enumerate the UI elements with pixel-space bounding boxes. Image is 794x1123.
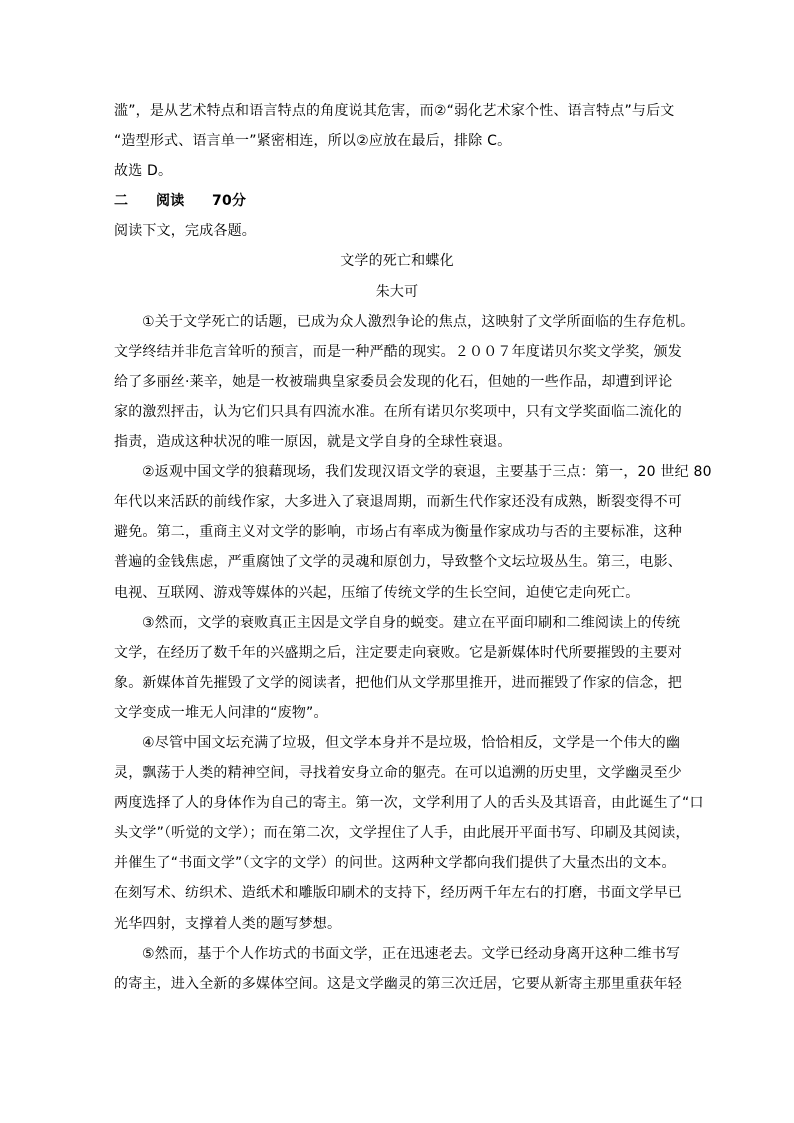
text-line: 滥”，是从艺术特点和语言特点的角度说其危害，而②“弱化艺术家个性、语言特点”与后文 [114, 103, 675, 119]
text-line: 家的激烈抨击，认为它们只具有四流水准。在所有诺贝尔奖项中，只有文学奖面临二流化的 [114, 403, 682, 420]
article-title: 文学的死亡和蝶化 [340, 253, 454, 270]
text-line: 在刻写术、纺织术、造纸术和雕版印刷术的支持下，经历两千年左右的打磨，书面文学早已 [114, 885, 682, 902]
section-name: 阅读 [156, 193, 185, 210]
text-line: “造型形式、语言单一”紧密相连，所以②应放在最后，排除 C。 [114, 133, 512, 150]
text-line: ④尽管中国文坛充满了垃圾，但文学本身并不是垃圾，恰恰相反，文学是一个伟大的幽 [142, 734, 681, 751]
text-line: 的寄主，进入全新的多媒体空间。这是文学幽灵的第三次迁居，它要从新寄主那里重获年轻 [114, 975, 682, 992]
article-paragraph-1 [114, 307, 695, 457]
text-line: ③然而，文学的衰败真正主因是文学自身的蜕变。建立在平面印刷和二维阅读上的传统 [142, 614, 681, 631]
text-line: 指责，造成这种状况的唯一原因，就是文学自身的全球性衰退。 [114, 434, 512, 451]
text-line: 象。新媒体首先摧毁了文学的阅读者，把他们从文学那里推开，进而摧毁了作家的信念，把 [114, 674, 682, 691]
text-line: 文学终结并非危言耸听的预言，而是一种严酷的现实。２００７年度诺贝尔奖文学奖，颁发 [114, 343, 682, 360]
article-author: 朱大可 [375, 283, 419, 300]
text-line: 头文学”（听觉的文学）；而在第二次，文学捏住了人手，由此展开平面书写、印刷及其阅读， [114, 825, 690, 842]
text-line: 年代以来活跃的前线作家，大多进入了衰退周期，而新生代作家还没有成熟，断裂变得不可 [114, 494, 682, 511]
text-line: 避免。第二，重商主义对文学的影响，市场占有率成为衡量作家成功与否的主要标准，这种 [114, 524, 682, 541]
section-score: 70分 [212, 193, 247, 210]
text-line: ①关于文学死亡的话题，已成为众人激烈争论的焦点，这映射了文学所面临的生存危机。 [142, 313, 695, 330]
text-line: 并催生了“书面文学”（文字的文学）的问世。这两种文学都向我们提供了大量杰出的文本。 [114, 855, 676, 872]
text-line: 文学变成一堆无人问津的“废物”。 [114, 704, 328, 721]
article-paragraph-5 [114, 939, 680, 999]
text-line: 给了多丽丝·莱辛，她是一枚被瑞典皇家委员会发现的化石，但她的一些作品，却遭到评论 [114, 373, 673, 390]
article-paragraph-4 [114, 728, 704, 939]
text-line: 电视、互联网、游戏等媒体的兴起，压缩了传统文学的生长空间，迫使它走向死亡。 [114, 584, 640, 601]
text-line: 文学，在经历了数千年的兴盛期之后，注定要走向衰败。它是新媒体时代所要摧毁的主要对 [114, 644, 682, 661]
text-line: 灵，飘荡于人类的精神空间，寻找着安身立命的躯壳。在可以追溯的历史里，文学幽灵至少 [114, 765, 682, 782]
section-heading [114, 186, 680, 216]
reading-instruction: 阅读下文，完成各题。 [114, 223, 256, 240]
article-paragraph-2 [114, 457, 712, 607]
text-line: 故选 D。 [114, 163, 173, 180]
text-line: ⑤然而，基于个人作坊式的书面文学，正在迅速老去。文学已经动身离开这种二维书写 [142, 945, 681, 962]
text-line: 两度选择了人的身体作为自己的寄主。第一次，文学利用了人的舌头及其语音，由此诞生了“口 [114, 795, 704, 812]
text-line: 普遍的金钱焦虑，严重腐蚀了文学的灵魂和原创力，导致整个文坛垃圾丛生。第三，电影、 [114, 554, 682, 571]
preceding-answer [114, 96, 680, 186]
text-line: ②返观中国文学的狼藉现场，我们发现汉语文学的衰退，主要基于三点：第一，20 世纪 80 [142, 464, 712, 481]
document-content [114, 96, 712, 999]
section-number: 二 [114, 193, 129, 210]
article-paragraph-3 [114, 608, 680, 728]
text-line: 光华四射，支撑着人类的题写梦想。 [114, 915, 342, 932]
